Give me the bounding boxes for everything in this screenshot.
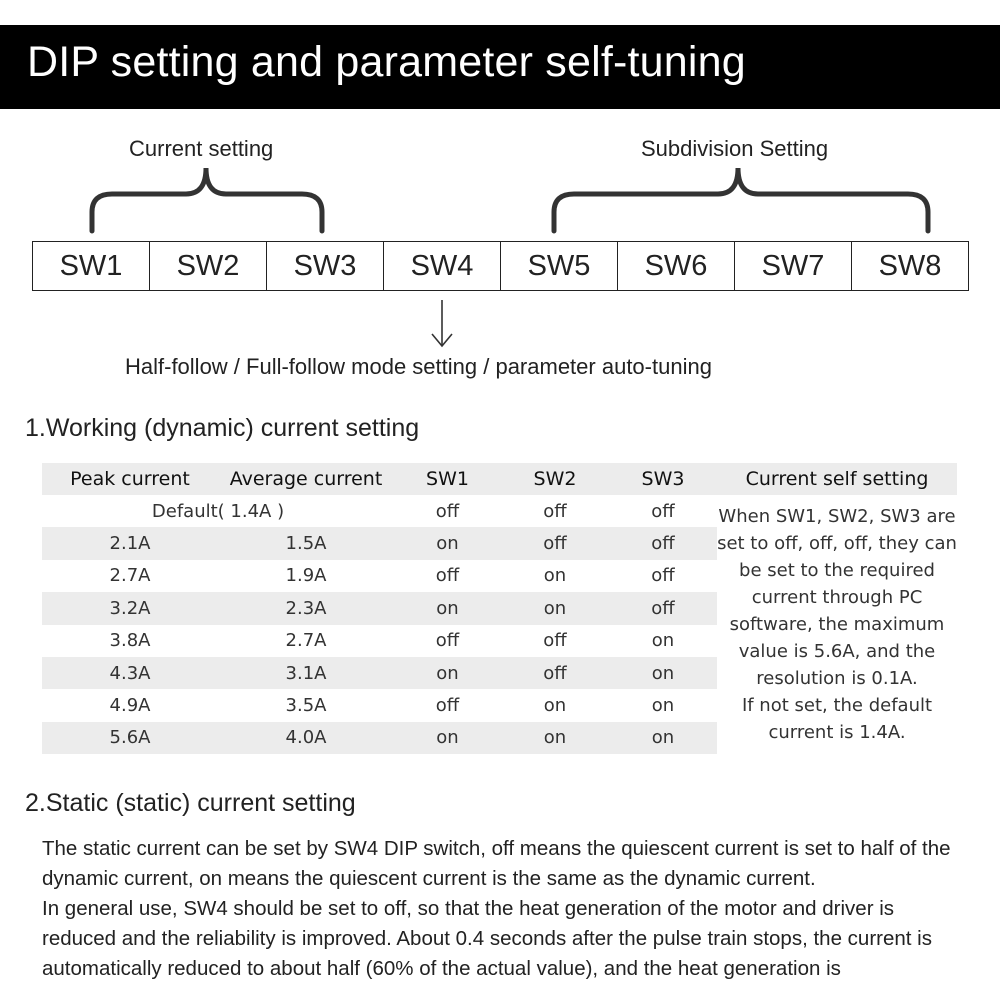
section2-title: 2.Static (static) current setting xyxy=(25,789,356,817)
current-setting-table xyxy=(42,463,717,754)
cell-sw3: on xyxy=(609,657,717,689)
default-label: Default( 1.4A ) xyxy=(151,500,285,522)
cell-peak: 4.3A xyxy=(42,657,218,689)
page-title: DIP setting and parameter self-tuning xyxy=(27,38,746,86)
current-setting-label: Current setting xyxy=(129,136,274,161)
note-line: value is 5.6A, and the xyxy=(738,641,936,662)
subdivision-setting-label: Subdivision Setting xyxy=(641,136,829,161)
current-self-setting-header: Current self setting xyxy=(717,463,957,495)
brace-diagram xyxy=(0,0,1000,240)
cell-peak: 3.2A xyxy=(42,592,218,624)
cell-sw1: off xyxy=(435,630,460,652)
cell-sw3: off xyxy=(609,592,717,624)
header-sw1: SW1 xyxy=(394,463,501,495)
cell-peak: 5.6A xyxy=(42,722,218,754)
switch-cell-sw4: SW4 xyxy=(383,242,500,290)
note-line: resolution is 0.1A. xyxy=(756,668,918,689)
cell-sw3: on xyxy=(609,722,717,754)
cell-sw3: on xyxy=(651,630,675,652)
note-line: be set to the required xyxy=(739,560,935,581)
note-line: current through PC xyxy=(751,587,923,608)
switch-cell-sw6: SW6 xyxy=(617,242,734,290)
dip-switch-row xyxy=(32,241,969,291)
table-row xyxy=(42,592,717,624)
table-row xyxy=(42,657,717,689)
cell-sw2: on xyxy=(543,695,567,717)
cell-peak: 2.7A xyxy=(109,565,151,587)
down-arrow-icon xyxy=(430,298,454,350)
general-use-paragraph: In general use, SW4 should be set to off, so that the heat generation of the motor and driver is reduced and the reliability is improved. About 0.4 seconds after the pulse train stops, the current is automatically reduced to about half (60% of the actual value), and the heat generation is xyxy=(42,897,932,980)
current-setting-brace xyxy=(92,168,322,231)
header-average-current: Average current xyxy=(218,463,394,495)
cell-average: 3.1A xyxy=(218,657,394,689)
cell-sw3: off xyxy=(651,500,675,522)
table-row xyxy=(42,560,717,592)
switch-cell-sw3: SW3 xyxy=(266,242,383,290)
cell-sw1: off xyxy=(435,695,460,717)
cell-sw2: off xyxy=(501,657,609,689)
table-row-default xyxy=(42,495,717,527)
switch-cell-sw5: SW5 xyxy=(500,242,617,290)
cell-sw2: off xyxy=(501,527,609,559)
cell-peak: 4.9A xyxy=(109,695,151,717)
current-self-setting-note xyxy=(717,503,957,746)
cell-sw3: off xyxy=(651,565,675,587)
cell-average: 4.0A xyxy=(218,722,394,754)
cell-sw1: on xyxy=(394,527,501,559)
cell-sw3: on xyxy=(651,695,675,717)
cell-sw1: on xyxy=(394,592,501,624)
note-line: If not set, the default xyxy=(741,695,933,716)
switch-cell-sw8: SW8 xyxy=(851,242,968,290)
cell-average: 2.7A xyxy=(285,630,327,652)
header-sw3: SW3 xyxy=(609,463,717,495)
switch-cell-sw2: SW2 xyxy=(149,242,266,290)
note-line: software, the maximum xyxy=(729,614,945,635)
cell-average: 2.3A xyxy=(218,592,394,624)
table-row xyxy=(42,689,717,721)
cell-sw2: on xyxy=(543,565,567,587)
static-current-paragraph: The static current can be set by SW4 DIP switch, off means the quiescent current is set to half of the dynamic current, on means the quiescent current is the same as the dynamic current. xyxy=(42,837,951,890)
cell-sw1: off xyxy=(435,500,460,522)
table-row xyxy=(42,722,717,754)
cell-sw2: off xyxy=(543,630,567,652)
cell-sw2: on xyxy=(501,592,609,624)
cell-sw1: on xyxy=(394,722,501,754)
table-header-row xyxy=(42,463,717,495)
note-line: set to off, off, off, they can xyxy=(717,533,957,554)
table-row xyxy=(42,527,717,559)
cell-average: 3.5A xyxy=(285,695,327,717)
cell-sw1: off xyxy=(435,565,460,587)
mode-setting-label: Half-follow / Full-follow mode setting / parameter auto-tuning xyxy=(125,354,712,379)
switch-cell-sw7: SW7 xyxy=(734,242,851,290)
note-line: When SW1, SW2, SW3 are xyxy=(718,506,956,527)
subdivision-setting-brace xyxy=(554,168,928,231)
cell-sw2: off xyxy=(543,500,567,522)
section1-title: 1.Working (dynamic) current setting xyxy=(25,414,420,442)
table-row xyxy=(42,625,717,657)
cell-sw3: off xyxy=(609,527,717,559)
header-sw2: SW2 xyxy=(501,463,609,495)
cell-peak: 3.8A xyxy=(109,630,151,652)
cell-sw2: on xyxy=(501,722,609,754)
cell-average: 1.5A xyxy=(218,527,394,559)
note-line: current is 1.4A. xyxy=(768,722,906,743)
cell-sw1: on xyxy=(394,657,501,689)
switch-cell-sw1: SW1 xyxy=(59,249,123,282)
cell-peak: 2.1A xyxy=(42,527,218,559)
header-peak-current: Peak current xyxy=(42,463,218,495)
cell-average: 1.9A xyxy=(285,565,327,587)
